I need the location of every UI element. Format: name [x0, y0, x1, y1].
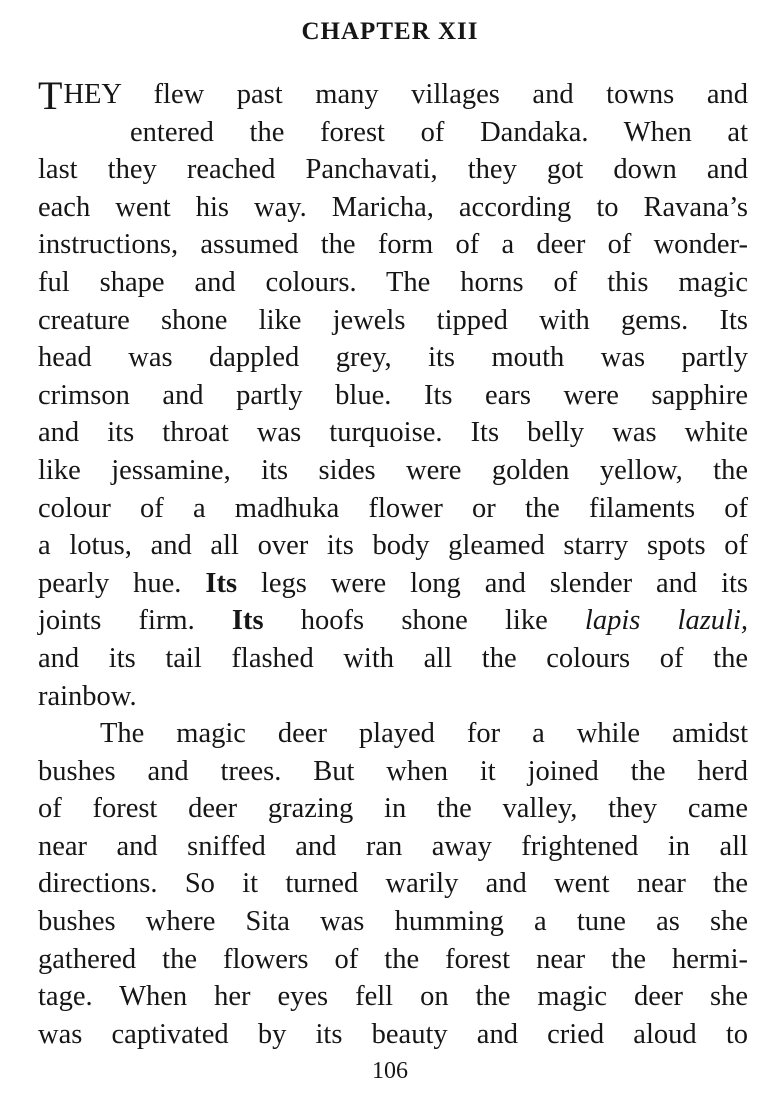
text-segment: pearly hue.: [38, 567, 182, 599]
text-line: ful shape and colours. The horns of this magic: [38, 266, 748, 298]
text-line: [38, 565, 748, 603]
text-line: near and sniffed and ran away frightened in all: [38, 830, 748, 862]
text-line: directions. So it turned warily and went near the: [38, 868, 748, 900]
text-line: like jessamine, its sides were golden yellow, the: [38, 454, 748, 486]
text-line: head was dappled grey, its mouth was partly: [38, 342, 748, 374]
text-line: of forest deer grazing in the valley, they came: [38, 793, 748, 825]
text-segment: joints firm.: [38, 605, 195, 637]
drop-cap: T: [38, 73, 63, 118]
text-line: rainbow.: [38, 680, 137, 712]
text-segment-bold: Its: [231, 605, 264, 637]
text-line: last they reached Panchavati, they got down and: [38, 154, 748, 186]
text-line: [38, 602, 748, 640]
page-number: 106: [372, 1058, 408, 1084]
text-line: bushes where Sita was humming a tune as she: [38, 906, 748, 938]
text-line: gathered the flowers of the forest near the hermi-: [38, 943, 748, 975]
text-line: creature shone like jewels tipped with gems. Its: [38, 304, 748, 336]
text-line: and its tail flashed with all the colours of the: [38, 642, 748, 674]
text-segment-bold: Its: [205, 567, 238, 599]
text-line: [38, 73, 748, 118]
text-line: entered the forest of Dandaka. When at: [130, 116, 748, 148]
body-text: [38, 73, 749, 1053]
text-segment: hoofs shone like: [300, 605, 548, 637]
text-line: instructions, assumed the form of a deer of wonder-: [38, 229, 748, 261]
text-segment: legs were long and slender and its: [260, 567, 749, 599]
text-line: tage. When her eyes fell on the magic deer she: [38, 981, 748, 1013]
text-line: crimson and partly blue. Its ears were sapphire: [38, 379, 748, 411]
text-line: a lotus, and all over its body gleamed starry spots of: [38, 530, 748, 562]
chapter-title: CHAPTER XII: [301, 18, 479, 45]
text-line: each went his way. Maricha, according to Ravana’s: [38, 191, 748, 223]
text-segment-italic: lapis lazuli,: [584, 605, 749, 637]
text-line: bushes and trees. But when it joined the herd: [38, 755, 748, 787]
text-line: colour of a madhuka flower or the filaments of: [38, 492, 748, 524]
text-line: was captivated by its beauty and cried aloud to: [38, 1018, 748, 1050]
text-segment: HEY flew past many villages and towns and: [63, 79, 748, 110]
text-line: The magic deer played for a while amidst: [100, 718, 748, 750]
text-line: and its throat was turquoise. Its belly was white: [38, 417, 748, 449]
